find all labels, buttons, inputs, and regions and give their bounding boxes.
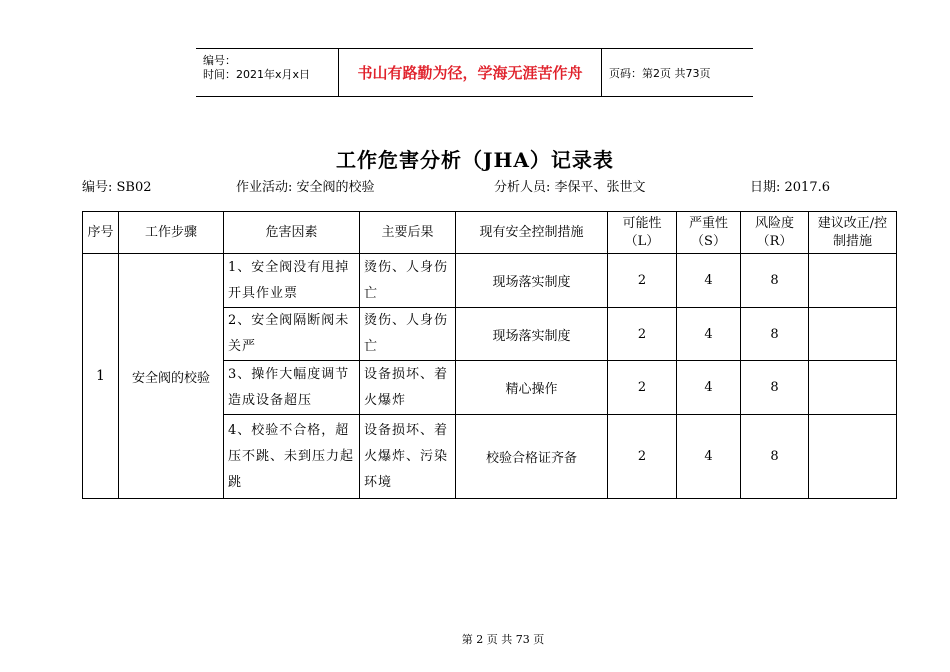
header-seq: 序号 — [83, 212, 119, 254]
header-measures: 现有安全控制措施 — [456, 212, 608, 254]
likelihood-cell: 2 — [608, 415, 677, 499]
seq-cell: 1 — [83, 254, 119, 499]
measure-cell: 现场落实制度 — [456, 254, 608, 308]
header-hazard: 危害因素 — [224, 212, 360, 254]
suggestion-cell — [809, 254, 897, 308]
meta-date: 日期: 2017.6 — [750, 180, 830, 195]
table-row — [83, 254, 897, 308]
suggestion-cell — [809, 361, 897, 415]
step-cell: 安全阀的校验 — [119, 254, 224, 499]
hazard-cell: 4、校验不合格，超压不跳、未到压力起跳 — [224, 415, 360, 499]
meta-activity: 作业活动: 安全阀的校验 — [236, 180, 375, 195]
hazard-cell: 2、安全阀隔断阀未关严 — [224, 308, 360, 361]
header-risk: 风险度（R） — [741, 212, 809, 254]
header-step: 工作步骤 — [119, 212, 224, 254]
consequence-cell: 设备损坏、着火爆炸 — [360, 361, 456, 415]
measure-cell: 校验合格证齐备 — [456, 415, 608, 499]
header-likelihood: 可能性（L） — [608, 212, 677, 254]
suggestion-cell — [809, 308, 897, 361]
risk-cell: 8 — [741, 415, 809, 499]
header-severity: 严重性（S） — [677, 212, 741, 254]
table-header-row — [83, 212, 897, 254]
header-page-label: 页码：第2页 共73页 — [609, 66, 711, 80]
risk-cell: 8 — [741, 308, 809, 361]
document-title: 工作危害分析（JHA）记录表 — [336, 148, 614, 172]
document-header — [196, 48, 753, 97]
jha-table — [82, 211, 897, 499]
consequence-cell: 设备损坏、着火爆炸、污染环境 — [360, 415, 456, 499]
consequence-cell: 烫伤、人身伤亡 — [360, 254, 456, 308]
hazard-cell: 3、操作大幅度调节造成设备超压 — [224, 361, 360, 415]
header-time-label: 时间：2021年x月x日 — [203, 68, 311, 81]
meta-analysts: 分析人员: 李保平、张世文 — [494, 180, 646, 195]
header-number-label: 编号： — [203, 54, 236, 67]
severity-cell: 4 — [677, 415, 741, 499]
measure-cell: 精心操作 — [456, 361, 608, 415]
likelihood-cell: 2 — [608, 308, 677, 361]
header-consequence: 主要后果 — [360, 212, 456, 254]
measure-cell: 现场落实制度 — [456, 308, 608, 361]
likelihood-cell: 2 — [608, 254, 677, 308]
header-info-cell — [196, 49, 339, 96]
risk-cell: 8 — [741, 254, 809, 308]
meta-code: 编号: SB02 — [82, 180, 152, 195]
likelihood-cell: 2 — [608, 361, 677, 415]
severity-cell: 4 — [677, 361, 741, 415]
severity-cell: 4 — [677, 308, 741, 361]
page-footer: 第 2 页 共 73 页 — [461, 633, 545, 646]
consequence-cell: 烫伤、人身伤亡 — [360, 308, 456, 361]
header-slogan: 书山有路勤为径，学海无涯苦作舟 — [339, 49, 602, 96]
suggestion-cell — [809, 415, 897, 499]
risk-cell: 8 — [741, 361, 809, 415]
hazard-cell: 1、安全阀没有甩掉开具作业票 — [224, 254, 360, 308]
severity-cell: 4 — [677, 254, 741, 308]
header-suggestion: 建议改正/控制措施 — [809, 212, 897, 254]
